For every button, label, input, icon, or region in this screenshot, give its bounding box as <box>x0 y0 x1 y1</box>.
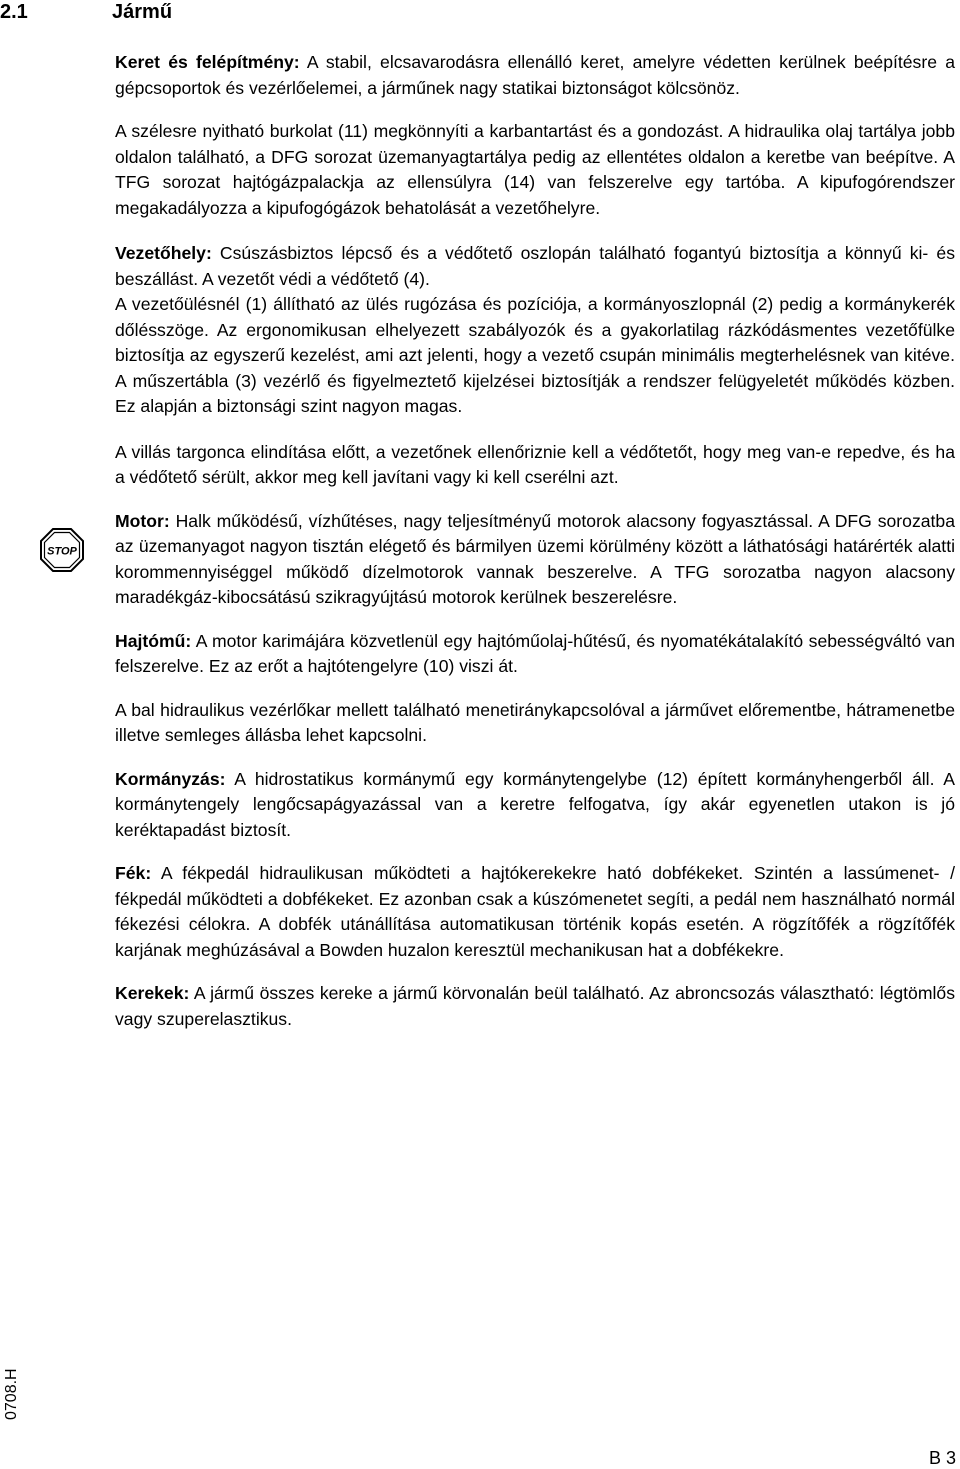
paragraph-driver-seat <box>115 292 955 420</box>
paragraph-text: A vezetőülésnél (1) állítható az ülés rugózása és pozíciója, a kormányoszlopnál (2) pedig a kormánykerék dőlésszöge. Az ergonomikusan elhelyezett szabályozók és a gyakorlatilag rázkódásmentes vezetőfülke biztosítja az egyszerű kezelést, ami azt jelenti, hogy a vezető csupán minimális megterhelésnek van kitéve. A műszertábla (3) vezérlő és figyelmeztető kijelzései biztosítják a rendszer felügyeletét működés közben. Ez alapján a biztonsági szint nagyon magas. <box>115 294 955 416</box>
paragraph-label: Kormányzás: <box>115 768 226 789</box>
paragraph-hood <box>115 119 955 221</box>
paragraph-label: Vezetőhely: <box>115 243 212 263</box>
paragraph-text: A szélesre nyitható burkolat (11) megkönnyíti a karbantartást és a gondozást. A hidraulika olaj tartálya jobb oldalon található, a DFG sorozat üzemanyagtartálya pedig az ellentétes oldalon a keretbe van beépítve. A TFG sorozat hajtógázpalackja az ellensúlyra (14) van felszerelve egy tartóba. A kipufogórendszer megakadályozza a kipufogógázok behatolását a vezetőhelyre. <box>115 121 955 218</box>
paragraph-text: A bal hidraulikus vezérlőkar mellett található menetiránykapcsolóval a járművet előrementbe, hátramenetbe illetve semleges állásba lehet kapcsolni. <box>115 699 955 745</box>
paragraph-label: Keret és felépítmény: <box>115 52 300 72</box>
paragraph-label: Motor: <box>115 510 170 531</box>
paragraph-text: Csúszásbiztos lépcső és a védőtető oszlopán található fogantyú biztosítja a könnyű ki- és beszállást. A vezetőt védi a védőtető (4). <box>115 243 955 289</box>
stop-icon-label: STOP <box>47 545 77 558</box>
paragraph-brakes <box>115 861 955 963</box>
paragraph-text: A stabil, elcsavarodásra ellenálló keret, amelyre védetten kerülnek beépítésre a gépcsoportok és vezérlőelemei, a járműnek nagy statikai biztonságot kölcsönöz. <box>115 52 955 98</box>
paragraph-text: A motor karimájára közvetlenül egy hajtóműolaj-hűtésű, és nyomatékátalakító sebességváltó van felszerelve. Ez az erőt a hajtótengelyre (10) viszi át. <box>115 630 955 676</box>
document-body <box>115 50 955 1050</box>
paragraph-stop-warning <box>115 440 955 491</box>
document-code: 0708.H <box>3 1368 20 1420</box>
stop-icon <box>40 528 84 572</box>
paragraph-steering <box>115 767 955 844</box>
paragraph-label: Kerekek: <box>115 983 190 1003</box>
section-heading <box>0 0 960 30</box>
paragraph-label: Fék: <box>115 863 152 883</box>
paragraph-label: Hajtómű: <box>115 630 192 651</box>
paragraph-transmission <box>115 629 955 680</box>
paragraph-text: A fékpedál hidraulikusan működteti a hajtókerekekre ható dobfékeket. Szintén a lassúmenet- / fékpedál működteti a dobfékeket. Ez azonban csak a kúszómenetet segíti, a pedál nem használható normál fékezési célokra. A dobfék utánállítása automatikusan történik kopás esetén. A rögzítőfék a rögzítőfék karjának meghúzásával a Bowden huzalon keresztül mechanikusan hat a dobfékekre. <box>115 863 955 960</box>
paragraph-text: A hidrostatikus kormánymű egy kormánytengelybe (12) épített kormányhengerből áll. A kormánytengely lengőcsapágyazással van a keretre felfogatva, így akár egyenetlen utakon is jó keréktapadást biztosít. <box>115 768 955 840</box>
paragraph-frame <box>115 50 955 101</box>
paragraph-driver-cab <box>115 241 955 292</box>
page-number: B 3 <box>928 1448 956 1468</box>
paragraph-text: Halk működésű, vízhűtéses, nagy teljesítményű motorok alacsony fogyasztással. A DFG sorozatba az üzemanyagot nagyon tisztán elégető és bármilyen üzemi körülmény között a láthatósági határérték alatti korommennyiséggel működő dízelmotorok vannak beszerelve. A TFG sorozatba nagyon alacsony maradékgáz-kibocsátású szikragyújtású motorok kerülnek beszerelésre. <box>115 510 955 607</box>
section-number: 2.1 <box>0 1 28 23</box>
paragraph-text: A villás targonca elindítása előtt, a vezetőnek ellenőriznie kell a védőtetőt, hogy meg van-e repedve, és ha a védőtető sérült, akkor meg kell javítani vagy ki kell cserélni azt. <box>115 441 955 487</box>
paragraph-wheels <box>115 981 955 1032</box>
paragraph-direction-switch <box>115 698 955 749</box>
paragraph-text: A jármű összes kereke a jármű körvonalán beül található. Az abroncsozás választható: légtömlős vagy szuperelasztikus. <box>115 983 955 1029</box>
paragraph-engine <box>115 509 955 611</box>
section-title: Jármű <box>112 1 173 23</box>
